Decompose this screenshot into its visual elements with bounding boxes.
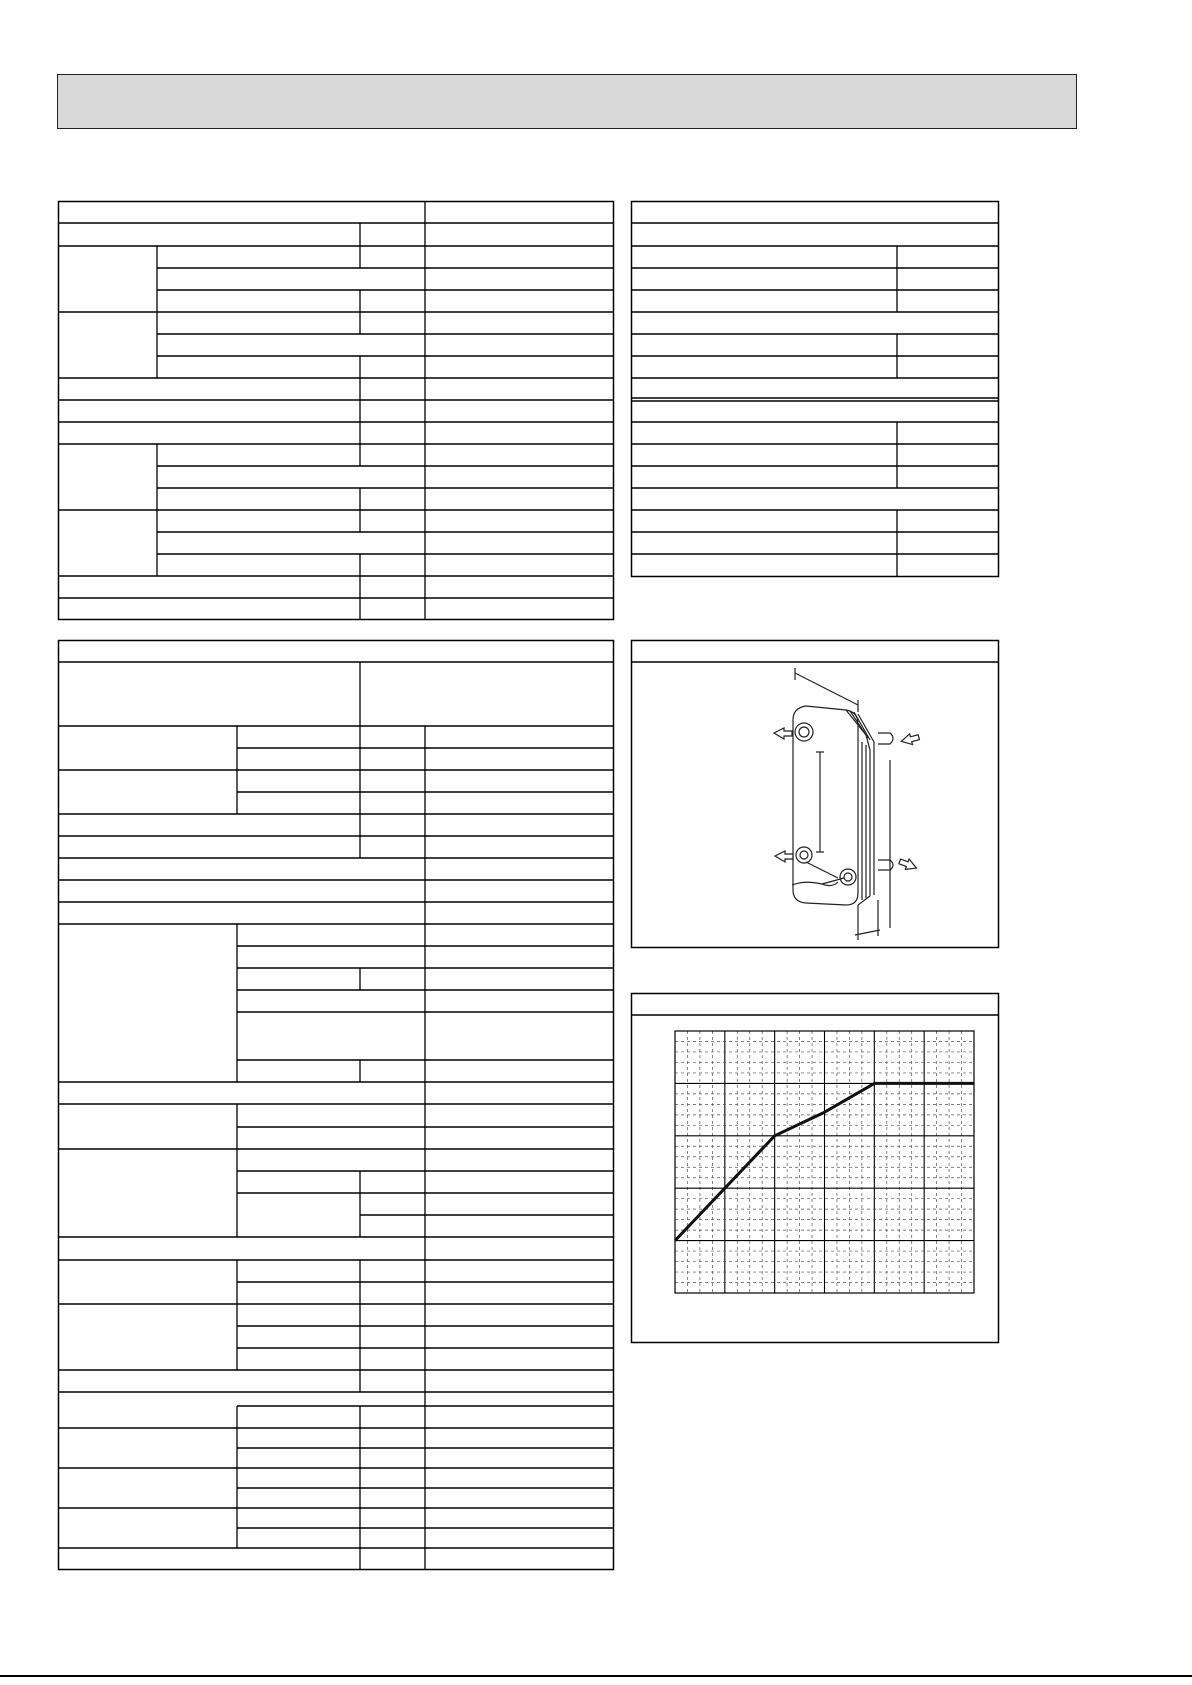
lower-table (58, 641, 614, 1571)
chart-panel (631, 994, 999, 1343)
right-top-table (631, 202, 999, 577)
chart-grid (675, 1031, 974, 1293)
plate-heat-exchanger-drawing (774, 668, 920, 940)
specs-table (58, 201, 614, 620)
heat-exchanger-figure (631, 641, 999, 948)
footer-rule (0, 1675, 1192, 1677)
